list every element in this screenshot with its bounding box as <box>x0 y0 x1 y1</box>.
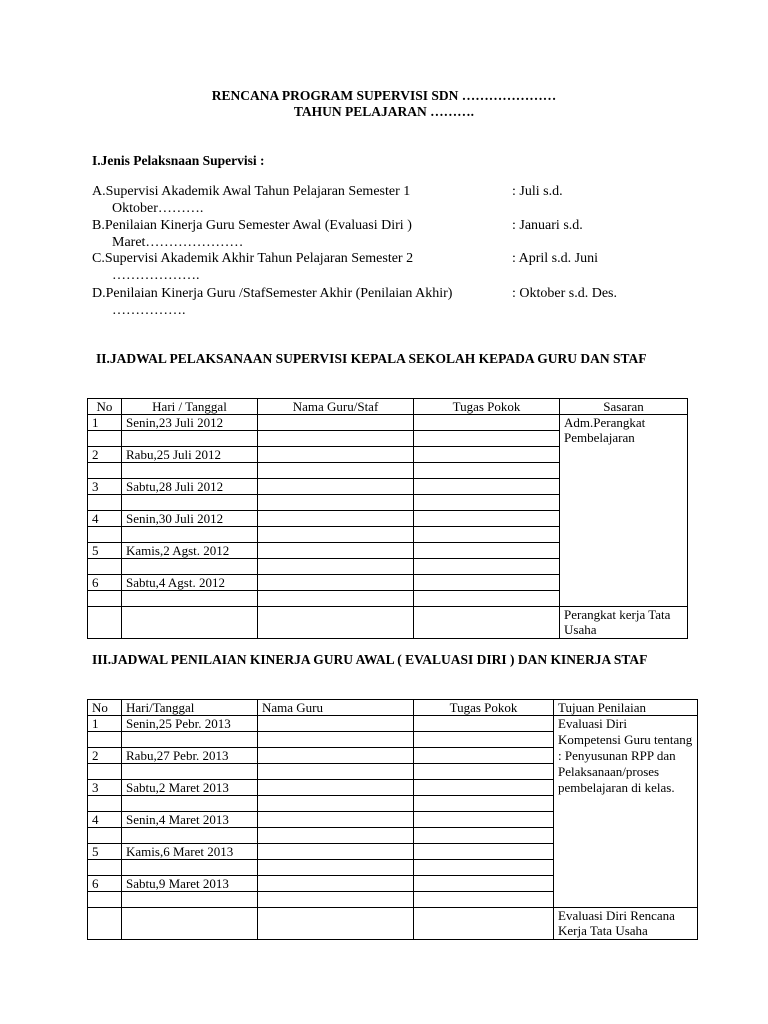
document-title: RENCANA PROGRAM SUPERVISI SDN ………………… <box>211 88 557 103</box>
row-goal: Evaluasi Diri Kompetensi Guru tentang : Penyusunan RPP dan Pelaksanaan/proses pembelajaran di kelas. <box>554 716 698 908</box>
row-task <box>414 876 554 892</box>
row-task <box>414 716 554 732</box>
type-period-end: ………………. <box>112 268 200 283</box>
table-row <box>88 415 688 431</box>
col-header-goal: Tujuan Penilaian <box>554 700 698 716</box>
row-no: 3 <box>88 479 122 495</box>
table-row-staff <box>88 908 698 940</box>
col-header-task: Tugas Pokok <box>414 399 560 415</box>
row-no: 2 <box>88 748 122 764</box>
type-period: : Juli s.d. <box>512 184 563 199</box>
row-no: 4 <box>88 812 122 828</box>
type-period-end: Oktober………. <box>112 201 204 216</box>
row-name <box>258 415 414 431</box>
row-name <box>258 844 414 860</box>
row-name <box>258 543 414 559</box>
col-header-date: Hari/Tanggal <box>122 700 258 716</box>
row-date: Senin,4 Maret 2013 <box>122 812 258 828</box>
row-goal-staff: Evaluasi Diri Rencana Kerja Tata Usaha <box>554 908 698 940</box>
row-date: Sabtu,4 Agst. 2012 <box>122 575 258 591</box>
row-name <box>258 876 414 892</box>
table-row <box>88 716 698 732</box>
col-header-date: Hari / Tanggal <box>122 399 258 415</box>
row-name <box>258 575 414 591</box>
row-name <box>258 748 414 764</box>
row-no: 3 <box>88 780 122 796</box>
col-header-no: No <box>88 700 122 716</box>
type-label: B.Penilaian Kinerja Guru Semester Awal (Evaluasi Diri ) <box>92 218 412 233</box>
row-date: Sabtu,28 Juli 2012 <box>122 479 258 495</box>
row-name <box>258 716 414 732</box>
row-task <box>414 780 554 796</box>
row-name <box>258 780 414 796</box>
section2-title: II.JADWAL PELAKSANAAN SUPERVISI KEPALA SEKOLAH KEPADA GURU DAN STAF <box>96 351 647 366</box>
type-period: : April s.d. Juni <box>512 251 598 266</box>
type-period-end: Maret………………… <box>112 235 244 250</box>
type-label: D.Penilaian Kinerja Guru /StafSemester Akhir (Penilaian Akhir) <box>92 286 453 301</box>
type-period: : Oktober s.d. Des. <box>512 286 617 301</box>
row-no: 6 <box>88 575 122 591</box>
row-date: Senin,23 Juli 2012 <box>122 415 258 431</box>
row-date: Sabtu,9 Maret 2013 <box>122 876 258 892</box>
row-task <box>414 812 554 828</box>
document-subtitle: TAHUN PELAJARAN ………. <box>293 104 475 119</box>
row-task <box>414 575 560 591</box>
type-period: : Januari s.d. <box>512 218 583 233</box>
row-task <box>414 447 560 463</box>
row-date: Senin,25 Pebr. 2013 <box>122 716 258 732</box>
row-name <box>258 812 414 828</box>
table-header-row <box>88 399 688 415</box>
col-header-name: Nama Guru <box>258 700 414 716</box>
supervision-schedule-table <box>87 398 688 639</box>
type-label: C.Supervisi Akademik Akhir Tahun Pelajaran Semester 2 <box>92 251 414 266</box>
row-task <box>414 543 560 559</box>
row-name <box>258 479 414 495</box>
type-period-end: ……………. <box>112 303 186 318</box>
row-task <box>414 479 560 495</box>
row-name <box>258 447 414 463</box>
col-header-target: Sasaran <box>560 399 688 415</box>
row-no: 1 <box>88 415 122 431</box>
table-header-row <box>88 700 698 716</box>
row-target-staff: Perangkat kerja Tata Usaha <box>560 607 688 639</box>
row-date: Senin,30 Juli 2012 <box>122 511 258 527</box>
section1-heading: I.Jenis Pelaksnaan Supervisi : <box>92 153 265 168</box>
row-target: Adm.Perangkat Pembelajaran <box>560 415 688 607</box>
row-date: Kamis,6 Maret 2013 <box>122 844 258 860</box>
table-row-staff <box>88 607 688 639</box>
row-no: 5 <box>88 844 122 860</box>
row-no: 2 <box>88 447 122 463</box>
row-date: Rabu,25 Juli 2012 <box>122 447 258 463</box>
row-no: 4 <box>88 511 122 527</box>
row-date: Rabu,27 Pebr. 2013 <box>122 748 258 764</box>
assessment-schedule-table <box>87 699 698 940</box>
row-date: Kamis,2 Agst. 2012 <box>122 543 258 559</box>
row-name <box>258 511 414 527</box>
section3-title: III.JADWAL PENILAIAN KINERJA GURU AWAL ( EVALUASI DIRI ) DAN KINERJA STAF <box>92 652 648 667</box>
row-task <box>414 748 554 764</box>
type-label: A.Supervisi Akademik Awal Tahun Pelajaran Semester 1 <box>92 184 411 199</box>
row-no: 1 <box>88 716 122 732</box>
row-task <box>414 415 560 431</box>
row-no: 6 <box>88 876 122 892</box>
row-task <box>414 844 554 860</box>
col-header-task: Tugas Pokok <box>414 700 554 716</box>
row-task <box>414 511 560 527</box>
row-date: Sabtu,2 Maret 2013 <box>122 780 258 796</box>
col-header-name: Nama Guru/Staf <box>258 399 414 415</box>
row-no: 5 <box>88 543 122 559</box>
col-header-no: No <box>88 399 122 415</box>
